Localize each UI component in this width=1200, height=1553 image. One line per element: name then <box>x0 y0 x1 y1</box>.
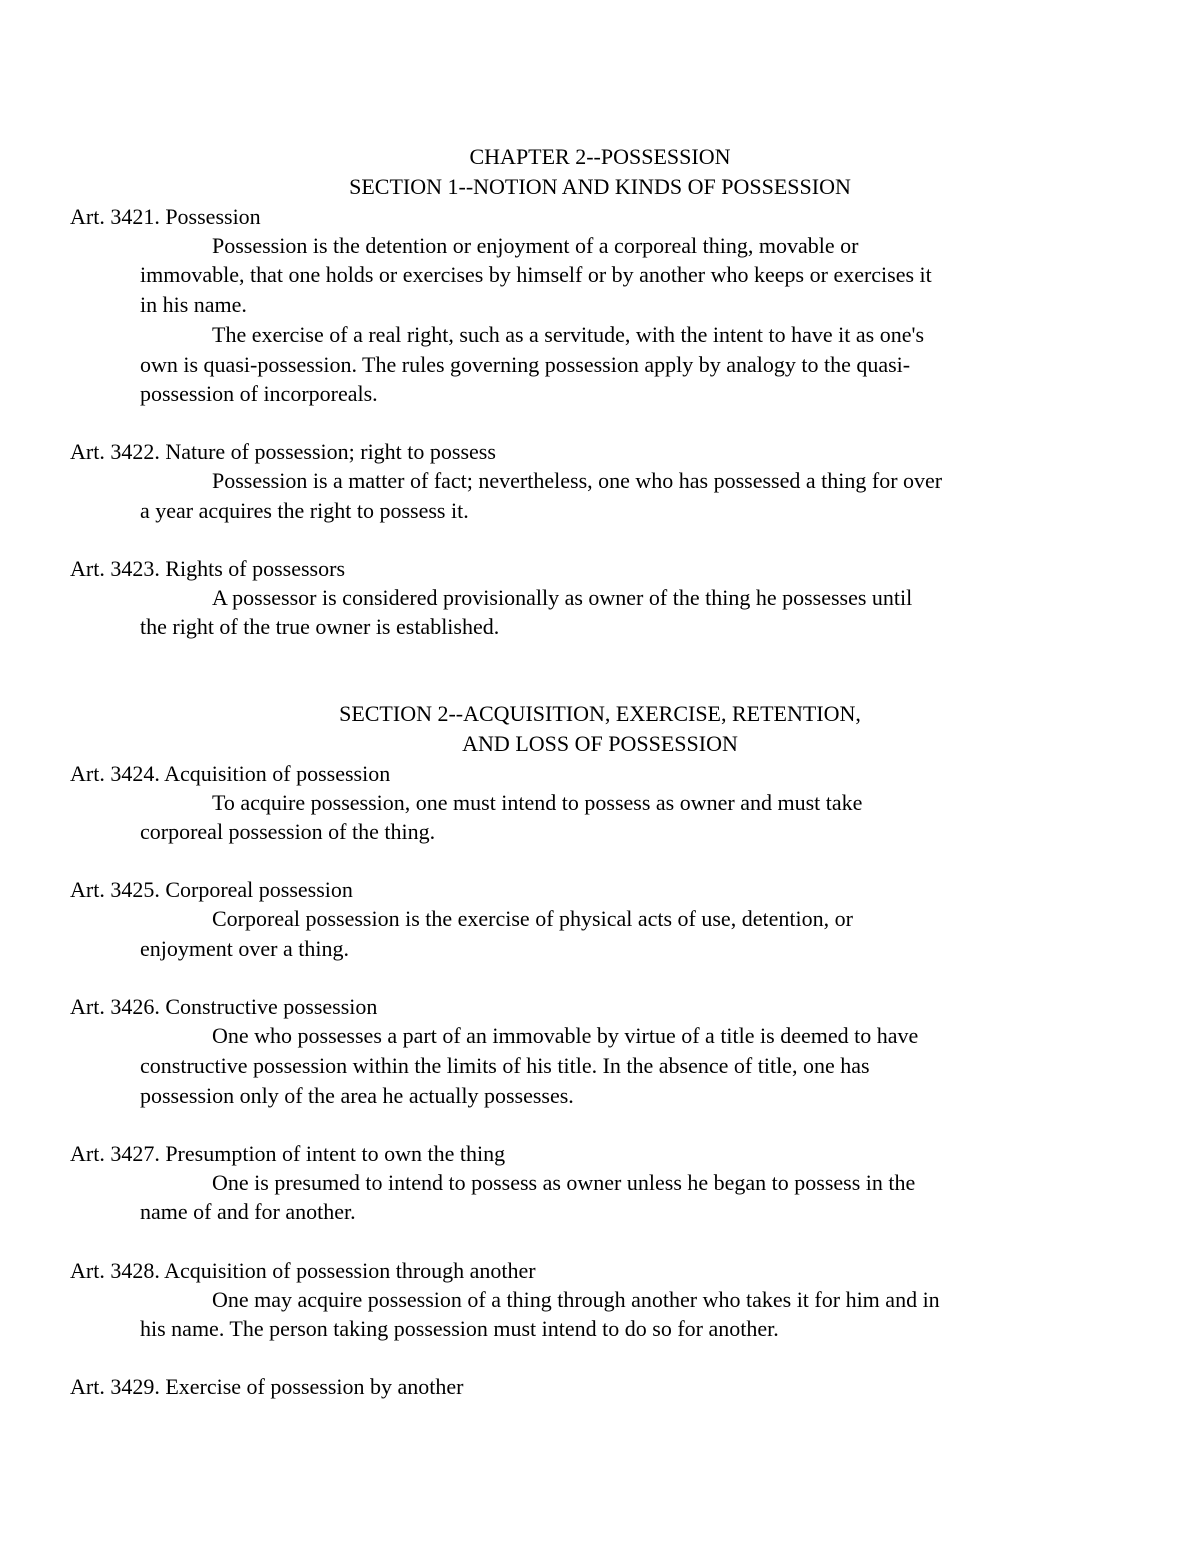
article-text-line: constructive possession within the limits of his title. In the absence of title, one has <box>140 1053 870 1078</box>
article-heading: Art. 3428. Acquisition of possession through another <box>70 1258 536 1283</box>
article-text-line: a year acquires the right to possess it. <box>140 498 469 523</box>
article-text-line: the right of the true owner is established. <box>140 614 500 639</box>
article-heading: Art. 3429. Exercise of possession by another <box>70 1374 464 1399</box>
article-text-line: immovable, that one holds or exercises by himself or by another who keeps or exercises it <box>140 262 932 287</box>
article-text-line: in his name. <box>140 292 247 317</box>
article-text-line: Possession is the detention or enjoyment of a corporeal thing, movable or <box>212 233 859 258</box>
article-heading: Art. 3426. Constructive possession <box>70 994 378 1019</box>
section-title: AND LOSS OF POSSESSION <box>462 731 738 756</box>
section-title: SECTION 2--ACQUISITION, EXERCISE, RETENTION, <box>339 701 861 726</box>
article-text-line: possession only of the area he actually possesses. <box>140 1083 574 1108</box>
article-text-line: To acquire possession, one must intend to possess as owner and must take <box>212 790 863 815</box>
article-text-line: A possessor is considered provisionally as owner of the thing he possesses until <box>212 585 913 610</box>
article-text-line: own is quasi-possession. The rules governing possession apply by analogy to the quasi- <box>140 352 911 377</box>
section-title: SECTION 1--NOTION AND KINDS OF POSSESSION <box>349 174 851 199</box>
article-heading: Art. 3425. Corporeal possession <box>70 877 353 902</box>
article-heading: Art. 3422. Nature of possession; right to possess <box>70 439 496 464</box>
article-text-line: The exercise of a real right, such as a servitude, with the intent to have it as one's <box>212 322 925 347</box>
article-heading: Art. 3421. Possession <box>70 204 261 229</box>
chapter-title: CHAPTER 2--POSSESSION <box>469 144 731 169</box>
article-text-line: Possession is a matter of fact; nevertheless, one who has possessed a thing for over <box>212 468 943 493</box>
article-heading: Art. 3424. Acquisition of possession <box>70 761 391 786</box>
article-text-line: enjoyment over a thing. <box>140 936 349 961</box>
article-text-line: possession of incorporeals. <box>140 381 378 406</box>
article-text-line: corporeal possession of the thing. <box>140 819 436 844</box>
article-text-line: name of and for another. <box>140 1199 356 1224</box>
article-text-line: One is presumed to intend to possess as owner unless he began to possess in the <box>212 1170 916 1195</box>
article-heading: Art. 3427. Presumption of intent to own the thing <box>70 1141 506 1166</box>
article-text-line: One may acquire possession of a thing through another who takes it for him and in <box>212 1287 940 1312</box>
article-text-line: One who possesses a part of an immovable by virtue of a title is deemed to have <box>212 1023 919 1048</box>
article-text-line: Corporeal possession is the exercise of physical acts of use, detention, or <box>212 906 853 931</box>
article-text-line: his name. The person taking possession must intend to do so for another. <box>140 1316 779 1341</box>
article-heading: Art. 3423. Rights of possessors <box>70 556 346 581</box>
